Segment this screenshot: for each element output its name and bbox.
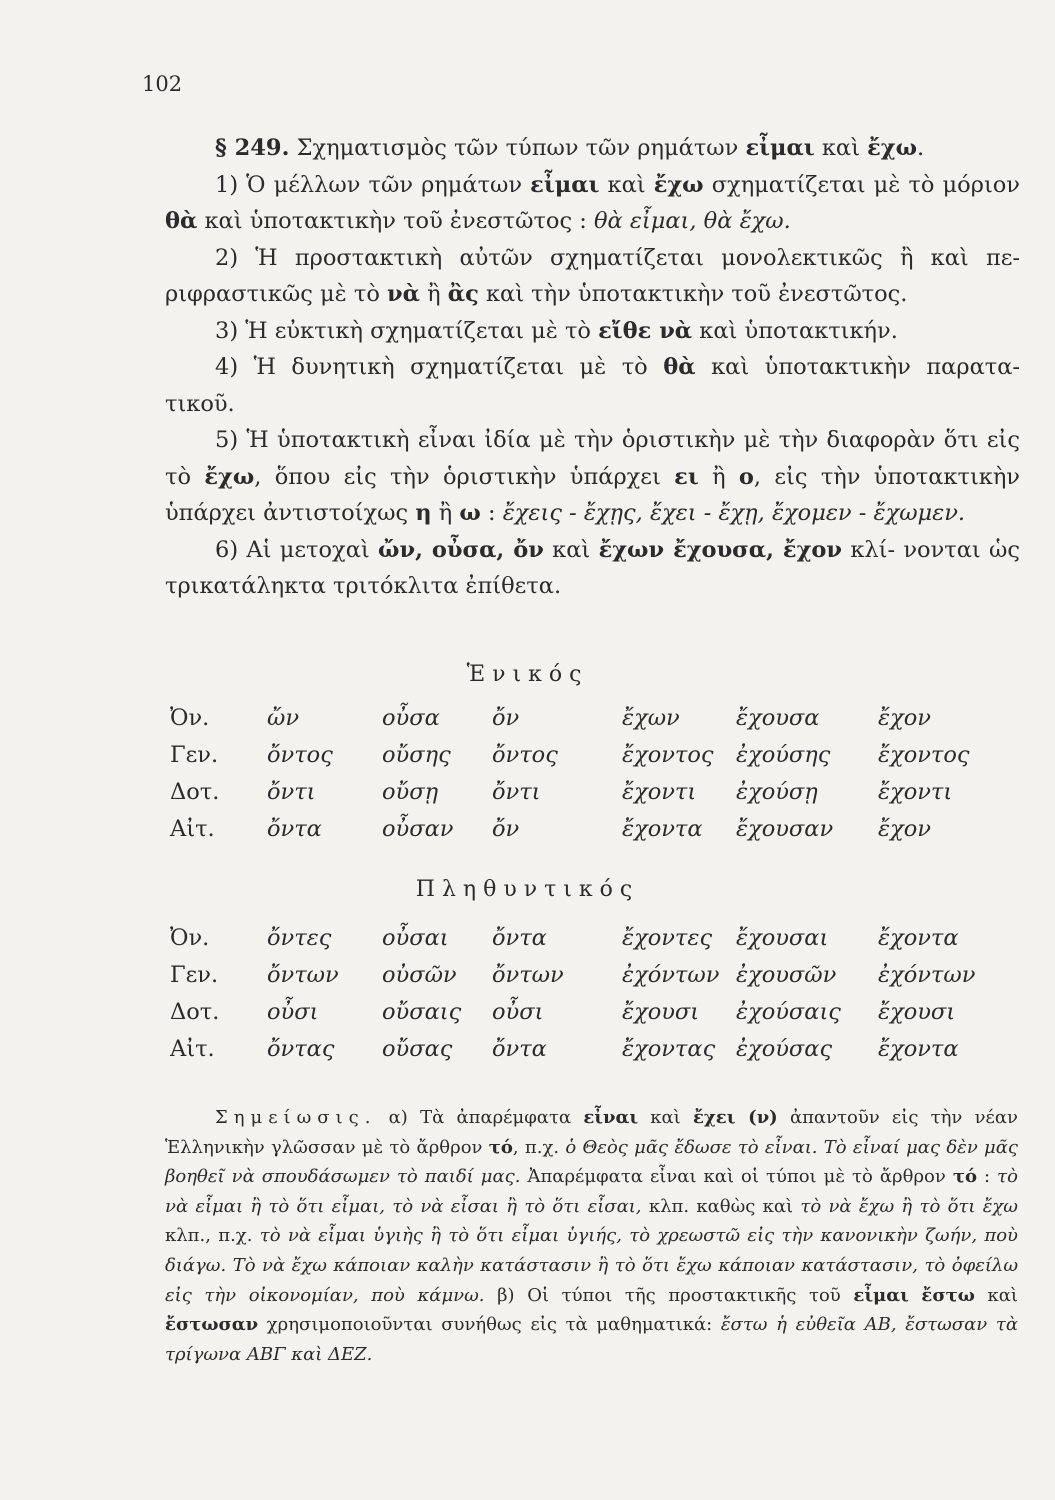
declension-form: ἔχοντες: [622, 925, 713, 951]
case-label: Ὀν.: [170, 925, 210, 951]
paragraph-6: 6) Αἱ μετοχαὶ ὤν, οὖσα, ὄν καὶ ἔχων ἔχουσα, ἔχον κλί- νονται ὡς τρικατάληκτα τριτόκλιτα ἐπίθετα.: [165, 536, 1020, 599]
declension-form: ὄν: [492, 816, 520, 842]
case-label: Δοτ.: [170, 999, 220, 1025]
plural-caption: Πληθυντικός: [415, 877, 640, 902]
declension-form: ἐχούσαις: [736, 999, 841, 1025]
declension-form: ὄντος: [492, 742, 558, 768]
declension-form: ἔχοντος: [878, 742, 970, 768]
declension-form: ἔχοντι: [622, 779, 697, 805]
declension-form: ἔχον: [878, 705, 931, 731]
declension-form: οὖσαι: [382, 925, 449, 951]
declension-form: ὄν: [492, 705, 520, 731]
declension-form: ἔχουσι: [878, 999, 956, 1025]
declension-form: ὄντι: [492, 779, 541, 805]
declension-form: ἔχοντι: [878, 779, 953, 805]
declension-form: οὔσῃ: [382, 779, 439, 805]
declension-form: οὔσης: [382, 742, 451, 768]
declension-form: ἐχόντων: [622, 962, 720, 988]
case-label: Αἰτ.: [170, 1036, 215, 1062]
declension-form: ἔχον: [878, 816, 931, 842]
declension-form: ἔχοντας: [622, 1036, 716, 1062]
paragraph-5: 5) Ἡ ὑποτακτικὴ εἶναι ἰδία μὲ τὴν ὁριστικὴν μὲ τὴν διαφορὰν ὅτι εἰς τὸ ἔχω, ὅπου εἰς τὴν ὁριστικὴν ὑπάρχει ει ἢ ο, εἰς τὴν ὑποτακτικὴν ὑπάρχει ἀντιστοίχως η ἢ ω : ἔχεις - ἔχῃς, ἔχει - ἔχῃ, ἔχομεν - ἔχωμεν.: [165, 427, 1020, 526]
declension-form: οὖσα: [382, 705, 440, 731]
declension-form: ἐχουσῶν: [736, 962, 837, 988]
declension-form: ὄντα: [267, 816, 322, 842]
declension-form: ἐχούσας: [736, 1036, 833, 1062]
case-label: Ὀν.: [170, 705, 210, 731]
case-label: Γεν.: [170, 742, 219, 768]
declension-form: ἐχούσης: [736, 742, 831, 768]
declension-form: ἔχουσι: [622, 999, 700, 1025]
declension-form: οὖσι: [492, 999, 544, 1025]
declension-form: ὄντος: [267, 742, 333, 768]
case-label: Γεν.: [170, 962, 219, 988]
declension-form: ὄντες: [267, 925, 332, 951]
declension-form: οὖσαν: [382, 816, 454, 842]
main-text: [165, 130, 1020, 605]
paragraph-2: 2) Ἡ προστακτικὴ αὐτῶν σχηματίζεται μονολεκτικῶς ἢ καὶ πε- ριφραστικῶς μὲ τὸ νὰ ἢ ἂς καὶ τὴν ὑποτακτικὴν τοῦ ἐνεστῶτος.: [165, 244, 1020, 307]
declension-form: ὄντα: [492, 1036, 547, 1062]
declension-form: ὄντων: [492, 962, 564, 988]
case-label: Αἰτ.: [170, 816, 215, 842]
declension-form: ὄντων: [267, 962, 339, 988]
paragraph-4: 4) Ἡ δυνητικὴ σχηματίζεται μὲ τὸ θὰ καὶ ὑποτακτικὴν παρατα- τικοῦ.: [165, 354, 1021, 417]
note-block: [165, 1103, 1018, 1369]
declension-form: ἐχούσῃ: [736, 779, 818, 805]
section-number: § 249.: [215, 135, 290, 161]
declension-form: ἐχόντων: [878, 962, 976, 988]
declension-form: ὄντι: [267, 779, 316, 805]
declension-form: οὔσας: [382, 1036, 453, 1062]
declension-form: ὤν: [267, 705, 300, 731]
declension-form: οὖσι: [267, 999, 319, 1025]
paragraph-1: 1) Ὁ μέλλων τῶν ρημάτων εἶμαι καὶ ἔχω σχηματίζεται μὲ τὸ μόριον θὰ καὶ ὑποτακτικὴν τοῦ ἐνεστῶτος : θὰ εἶμαι, θὰ ἔχω.: [165, 171, 1020, 234]
section-heading: § 249. Σχηματισμὸς τῶν τύπων τῶν ρημάτων εἶμαι καὶ ἔχω.: [215, 135, 925, 161]
declension-form: ὄντα: [492, 925, 547, 951]
note-paragraph: Σημείωσις. α) Τὰ ἀπαρέμφατα εἶναι καὶ ἔχει (ν) ἀπαντοῦν εἰς τὴν νέαν Ἑλληνικὴν γλῶσσαν μὲ τὸ ἄρθρον τό, π.χ. ὁ Θεὸς μᾶς ἔδωσε τὸ εἶναι. Τὸ εἶναί μας δὲν μᾶς βοηθεῖ νὰ σπουδάσωμεν τὸ παιδί μας. Ἀπαρέμφατα εἶναι καὶ οἱ τύποι μὲ τὸ ἄρθρον τό : τὸ νὰ εἶμαι ἢ τὸ ὅτι εἶμαι, τὸ νὰ εἶσαι ἢ τὸ ὅτι εἶσαι, κλπ. καθὼς καὶ τὸ νὰ ἔχω ἢ τὸ ὅτι ἔχω κλπ., π.χ. τὸ νὰ εἶμαι ὑγιὴς ἢ τὸ ὅτι εἶμαι ὑγιής, τὸ χρεωστῶ εἰς τὴν κανονικὴν ζωήν, ποὺ διάγω. Τὸ νὰ ἔχω κάποιαν καλὴν κατάστασιν ἢ τὸ ὅτι ἔχω κάποιαν κατάστασιν, τὸ ὀφείλω εἰς τὴν οἰκονομίαν, ποὺ κάμνω. β) Οἱ τύποι τῆς προστακτικῆς τοῦ εἶμαι ἔστω καὶ ἔστωσαν χρησιμοποιοῦνται συνήθως εἰς τὰ μαθηματικά: ἔστω ἡ εὐθεῖα ΑΒ, ἔστωσαν τὰ τρίγωνα ΑΒΓ καὶ ΔΕΖ.: [165, 1107, 1018, 1365]
paragraph-3: 3) Ἡ εὐκτικὴ σχηματίζεται μὲ τὸ εἴθε νὰ καὶ ὑποτακτικήν.: [215, 317, 898, 344]
declension-form: οὐσῶν: [382, 962, 457, 988]
declension-form: ἔχοντα: [878, 925, 959, 951]
declension-form: ὄντας: [267, 1036, 335, 1062]
declension-form: ἔχοντα: [878, 1036, 959, 1062]
declension-form: ἔχων: [622, 705, 680, 731]
declension-form: ἔχοντα: [622, 816, 703, 842]
declension-form: ἔχουσαν: [736, 816, 834, 842]
note-label: Σημείωσις.: [215, 1107, 377, 1128]
case-label: Δοτ.: [170, 779, 220, 805]
page-number: 102: [142, 72, 183, 96]
declension-form: ἔχουσαι: [736, 925, 829, 951]
singular-caption: Ἑνικός: [466, 662, 589, 687]
declension-form: ἔχοντος: [622, 742, 714, 768]
declension-form: ἔχουσα: [736, 705, 820, 731]
declension-form: οὔσαις: [382, 999, 462, 1025]
